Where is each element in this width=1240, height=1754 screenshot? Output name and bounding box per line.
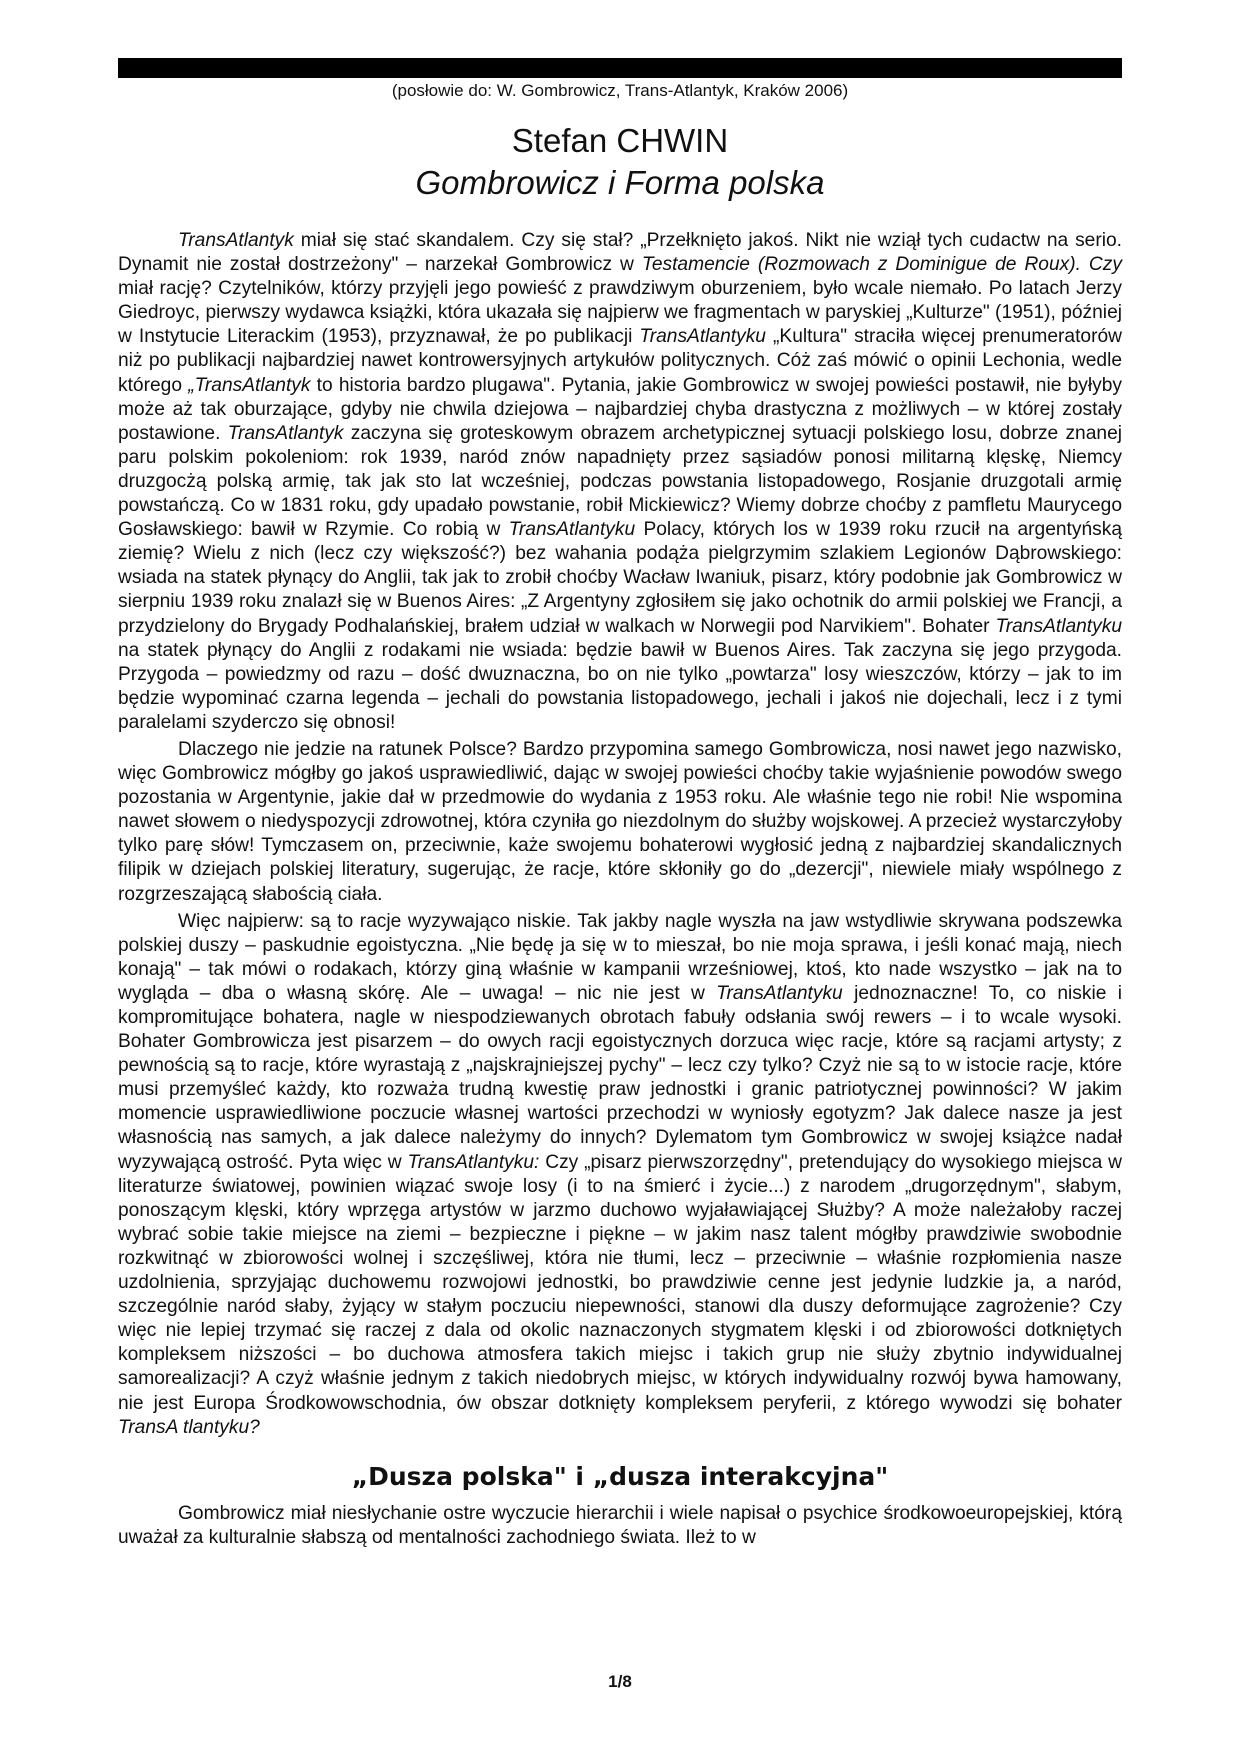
text-span: Czy „pisarz pierwszorzędny", pretendujący do wysokiego miejsca w literaturze światowej, powinien wiązać swoje losy (i to na śmierć i życie...) z narodem „drugorzędnym", słabym, ponoszącym klęski, który wprzęga artystów w jarzmo duchowo wyjaławiającej Służby? A może należałoby raczej wybrać sobie takie miejsce na ziemi – bezpieczne i piękne – w jakim nasz talent mógłby prawdziwie swobodnie rozkwitnąć w zbiorowości wolnej i szczęśliwej, która nie tłumi, lecz – przeciwnie – właśnie rozpłomienia nasze uzdolnienia, sprzyjając duchowemu rozwojowi jednostki, bo prawdziwie cenne jest jedynie ludzkie ja, a naród, szczególnie naród słaby, żyjący w stałym poczuciu niepewności, stanowi dla duszy deformujące zagrożenie? Czy więc nie lepiej trzymać się raczej z dala od okolic naznaczonych stygmatem klęski i od zbiorowości dotkniętych kompleksem niższości – bo duchowa atmosfera takich miejsc i takich grup nie służy zbytnio indywidualnej samorealizacji? A czyż właśnie jednym z takich niedobrych miejsc, w których indywidualny rozwój bywa hamowany, nie jest Europa Środkowowschodnia, ów obszar dotknięty kompleksem peryferii, z którego wywodzi się bohater bbox=[118, 1151, 1122, 1414]
text-span: miał rację? Czytelników, którzy przyjęli jego powieść z prawdziwym oburzeniem, było wcale niemało. Po latach Jerzy Giedroyc, pierwszy wydawca książki, która ukazała się najpierw we fragmentach w paryskiej „Kulturze" (1951), później w Instytucie Literackim (1953), przyznawał, że po publikacji bbox=[118, 278, 1122, 348]
text-span: Gombrowicz miał niesłychanie ostre wyczucie hierarchii i wiele napisał o psychice środkowoeuropejskiej, którą uważał za kulturalnie słabszą od mentalności zachodniego świata. Ileż to w bbox=[118, 1502, 1122, 1548]
italic-span: TransAtlantyku bbox=[639, 326, 766, 348]
text-span: zaczyna się groteskowym obrazem archetypicznej sytuacji polskiego losu, dobrze znanej paru polskim pokoleniom: rok 1939, naród znów napadnięty przez sąsiadów ponosi militarną klęskę, Niemcy druzgocżą polską armię, tak jak sto lat wcześniej, podczas powstania listopadowego, Rosjanie druzgotali armię powstańczą. Co w 1831 roku, gdy upadało powstanie, robił Mickiewicz? Wiemy dobrze choćby z pamfletu Maurycego Gosławskiego: bawił w Rzymie. Co robią w bbox=[118, 422, 1123, 541]
text-span: Dlaczego nie jedzie na ratunek Polsce? Bardzo przypomina samego Gombrowicza, nosi nawet jego nazwisko, więc Gombrowicz mógłby go jakoś usprawiedliwić, dając w swojej powieści choćby takie wyjaśnienie powodów swego pozostania w Argentynie, jakie dał w przedmowie do wydania z 1953 roku. Ale właśnie tego nie robi! Nie wspomina nawet słowem o niedyspozycji zdrowotnej, która czyniła go niezdolnym do służby wojskowej. A przecież wystarczyłoby tylko parę słów! Tymczasem on, przeciwnie, każe swojemu bohaterowi wygłosić jedną z najbardziej skandalicznych filipik w dziejach polskiej literatury, sugerując, że racje, które skłoniły go do „dezercji", niewiele miały wspólnego z rozgrzeszającą słabością ciała. bbox=[118, 738, 1122, 905]
text-span: na statek płynący do Anglii z rodakami nie wsiada: będzie bawił w Buenos Aires. Tak zaczyna się jego przygoda. Przygoda – powiedzmy od razu – dość dwuznaczna, bo on nie tylko „powtarza" losy wieszczów, którzy – jak to im będzie wypominać czarna legenda – jechali do powstania listopadowego, jechali i jakoś nie dojechali, lecz i z tymi paralelami szyderczo się obnosi! bbox=[118, 639, 1122, 733]
author-name: Stefan CHWIN bbox=[511, 122, 729, 159]
paragraph bbox=[118, 738, 1122, 907]
header-bar bbox=[118, 58, 1122, 78]
essay-title: Gombrowicz i Forma polska bbox=[415, 164, 825, 201]
italic-span: „TransAtlantyk bbox=[188, 374, 311, 396]
italic-span: TransAtlantyk bbox=[178, 230, 294, 251]
section-heading: „Dusza polska" i „dusza interakcyjna" bbox=[351, 1461, 889, 1491]
text-span: Polacy, których los w 1939 roku rzucił na argentyńską ziemię? Wielu z nich (lecz czy większość?) bez wahania podąża pielgrzymim szlakiem Legionów Dąbrowskiego: wsiada na statek płynący do Anglii, tak jak to zrobił choćby Wacław Iwaniuk, pisarz, który podobnie jak Gombrowicz w sierpniu 1939 roku znalazł się w Buenos Aires: „Z Argentyny zgłosiłem się jako ochotnik do armii polskiej we Francji, a przydzielony do Brygady Podhalańskiej, brałem udział w walkach w Norwegii pod Narvikiem". Bohater bbox=[118, 519, 1123, 637]
text-span: miał się stać skandalem. Czy się stał? „Przełknięto jakoś. Nikt nie wziął tych cudactw na serio. Dynamit nie został dostrzeżony" – narzekał Gombrowicz w bbox=[118, 230, 1122, 276]
paragraph bbox=[118, 229, 1122, 735]
text-span: jednoznaczne! To, co niskie i kompromitujące bohatera, nagle w niespodziewanych obrotach fabuły odsłania swój rewers – i to wcale wysoki. Bohater Gombrowicza jest pisarzem – do owych racji egoistycznych dorzuca więc racje, które są racjami artysty; z pewnością są to racje, które wyrastają z „najskrajniejszej pychy" – lecz czy tylko? Czyż nie są to w istocie racje, które musi przemyśleć każdy, kto rozważa trudną kwestię praw jednostki i granic patriotycznej powinności? W jakim momencie usprawiedliwione poczucie własnej wartości przechodzi w wyniosły egotyzm? Jak dalece nasze ja jest własnością nas samych, a jak dalece należymy do innych? Dylematom tym Gombrowicz w swojej książce nadał wyzywającą ostrość. Pyta więc w bbox=[118, 982, 1122, 1173]
italic-span: TransA tlantyku? bbox=[118, 1416, 260, 1438]
essay-body bbox=[118, 229, 1122, 1553]
paragraph bbox=[118, 1502, 1122, 1550]
italic-span: TransAtlantyku bbox=[716, 982, 843, 1004]
italic-span: Testamencie (Rozmowach z Dominigue de Roux). Czy bbox=[641, 254, 1122, 276]
italic-span: TransAtlantyku bbox=[508, 519, 636, 541]
afterword-note: (posłowie do: W. Gombrowicz, Trans-Atlantyk, Kraków 2006) bbox=[391, 81, 849, 100]
text-span: Więc najpierw: są to racje wyzywająco niskie. Tak jakby nagle wyszła na jaw wstydliwie skrywana podszewka polskiej duszy – paskudnie egoistyczna. „Nie będę ja się w to mieszał, bo nie moja sprawa, i jeśli konać mają, niech konają" – tak mówi o rodakach, którzy giną właśnie w kampanii wrześniowej, ktoś, kto nade wszystko – jak na to wygląda – dba o własną skórę. Ale – uwaga! – nic nie jest w bbox=[118, 910, 1122, 1004]
italic-span: TransAtlantyku bbox=[995, 615, 1122, 637]
italic-span: TransAtlantyk bbox=[227, 422, 344, 444]
text-span: „Kultura" straciła więcej prenumeratorów niż po publikacji najbardziej nawet kontrowersyjnych artykułów politycznych. Cóż zaś mówić o opinii Lechonia, wedle którego bbox=[118, 326, 1122, 396]
page-number: 1/8 bbox=[608, 1672, 632, 1691]
text-span: to historia bardzo plugawa". Pytania, jakie Gombrowicz w swojej powieści postawił, nie byłyby może aż tak oburzające, gdyby nie chwila dziejowa – najbardziej chyba drastyczna z możliwych – w której zostały postawione. bbox=[118, 374, 1122, 444]
italic-span: TransAtlantyku: bbox=[407, 1151, 540, 1173]
paragraph bbox=[118, 910, 1122, 1440]
